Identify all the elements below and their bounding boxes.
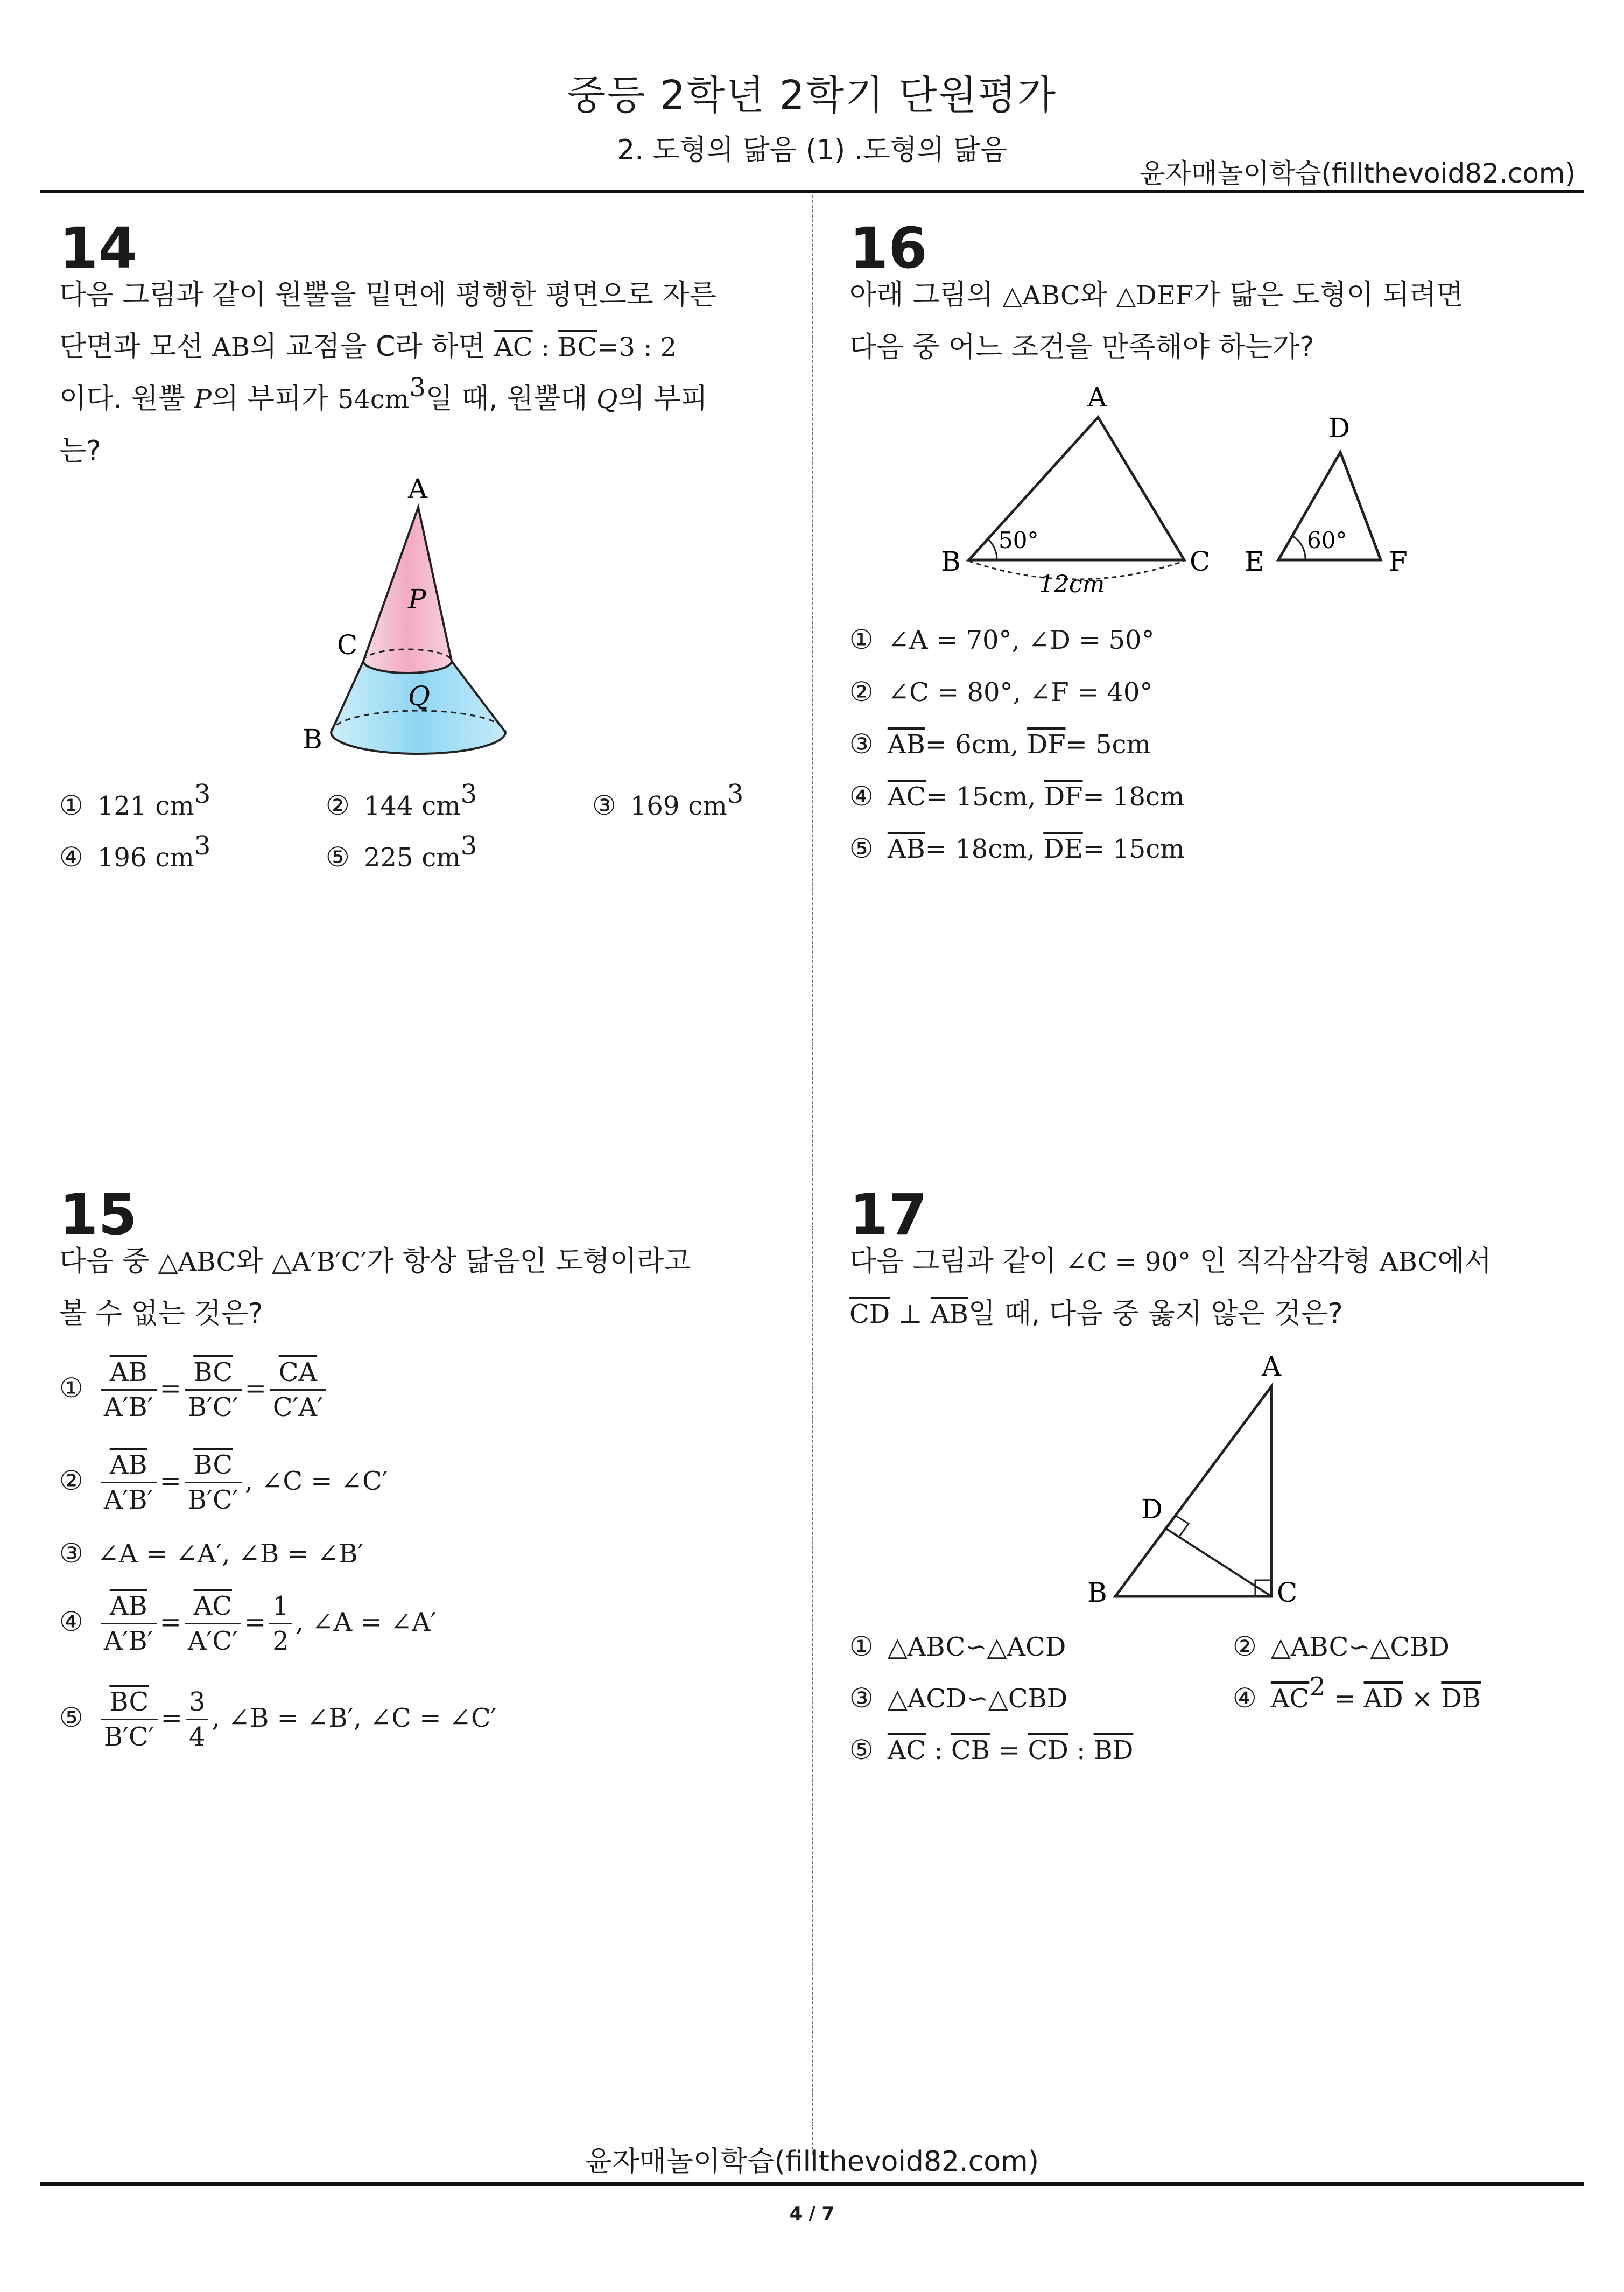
option-2[interactable] <box>59 1448 388 1517</box>
var-p: P <box>194 384 212 415</box>
option-4[interactable] <box>1233 1672 1481 1725</box>
unit-exponent: 3 <box>460 779 477 809</box>
question-line <box>849 1288 1549 1340</box>
question-number: 16 <box>849 215 927 281</box>
unit-exponent: 3 <box>409 373 426 403</box>
angle-e-value: 60° <box>1307 527 1347 553</box>
option-5[interactable] <box>849 1724 1133 1776</box>
option-5[interactable] <box>326 831 477 879</box>
triangles-figure <box>937 377 1432 608</box>
question-text <box>59 1236 754 1340</box>
option-1[interactable] <box>59 1356 329 1424</box>
question-line: 는? <box>59 435 101 467</box>
label-b: B <box>303 724 322 755</box>
question-number: 17 <box>849 1182 927 1247</box>
option-mark: ③ <box>59 1538 83 1569</box>
footer-rule <box>40 2182 1584 2186</box>
unit-exponent: 3 <box>194 831 211 861</box>
fraction-numerator: $\overline{AB}$ <box>101 1356 157 1391</box>
label-q: Q <box>408 681 430 712</box>
option-text: △ABC∽△CBD <box>1270 1632 1450 1662</box>
option-3[interactable] <box>849 1672 1067 1725</box>
fraction-denominator: A′C′ <box>187 1626 238 1656</box>
option-mark: ③ <box>592 790 616 821</box>
option-mark: ① <box>59 1372 83 1404</box>
option-mark: ⑤ <box>849 833 874 864</box>
text-fragment: 가 항상 닮음인 도형이라고 <box>367 1245 691 1278</box>
text-fragment: 이다. 원뿔 <box>59 383 194 415</box>
option-3[interactable] <box>59 1532 363 1575</box>
option-unit: cm <box>155 791 194 821</box>
option-1[interactable] <box>849 614 1185 666</box>
fraction-numerator: $\overline{BC}$ <box>185 1448 242 1483</box>
fraction-numerator: $\overline{AB}$ <box>101 1589 157 1624</box>
colon: : <box>1068 1735 1094 1765</box>
fraction-denominator: A′B′ <box>103 1485 153 1515</box>
option-text: = 15cm <box>1082 834 1185 864</box>
text-fragment: 다음 중 <box>59 1245 158 1278</box>
text-fragment: 일 때, 원뿔대 <box>425 383 597 415</box>
segment: $\overline{DE}$ <box>1043 834 1083 864</box>
question-text <box>849 269 1549 373</box>
label-a: A <box>1262 1351 1282 1382</box>
option-text: = 18cm <box>1082 782 1185 812</box>
equals-sign: = <box>159 1373 181 1404</box>
text-fragment: 와 <box>1080 279 1116 311</box>
triangle-abc-shape <box>1115 1386 1271 1596</box>
question-line <box>59 373 754 425</box>
ratio-value: =3 : 2 <box>597 332 677 362</box>
question-line <box>849 1236 1549 1288</box>
label-d: D <box>1328 412 1351 444</box>
equals-sign: = <box>989 1735 1028 1765</box>
text-fragment: 의 부피 <box>617 383 708 415</box>
text-fragment: : <box>532 332 558 362</box>
option-mark: ① <box>849 624 874 655</box>
segment-bc: $\overline{BC}$ <box>558 332 597 362</box>
text-fragment: 와 <box>236 1245 272 1278</box>
triangle-abc: △ABC <box>158 1247 236 1277</box>
right-angle-mark-d <box>1176 1516 1189 1537</box>
triangle-abc: ABC <box>1379 1247 1438 1277</box>
var-q: Q <box>596 384 618 415</box>
option-2[interactable] <box>1233 1621 1450 1673</box>
colon: : <box>926 1735 951 1765</box>
question-line: 다음 중 어느 조건을 만족해야 하는가? <box>849 331 1314 363</box>
side-bc-value: 12cm <box>1039 571 1105 598</box>
question-number: 15 <box>59 1182 137 1247</box>
equals-sign: = <box>159 1466 181 1496</box>
fraction-denominator: B′C′ <box>187 1392 238 1422</box>
option-unit: cm <box>421 843 461 873</box>
volume-unit: cm <box>370 384 410 415</box>
option-mark: ⑤ <box>59 1702 83 1733</box>
segment: $\overline{AC}$ <box>1270 1684 1310 1714</box>
fraction-denominator: B′C′ <box>103 1722 154 1752</box>
label-e: E <box>1245 546 1264 577</box>
angle-condition: , ∠B = ∠B′, ∠C = ∠C′ <box>212 1703 497 1733</box>
fraction-denominator: A′B′ <box>103 1392 153 1422</box>
option-text: = 5cm <box>1065 730 1151 760</box>
option-value: 121 <box>97 791 147 821</box>
option-1[interactable] <box>849 1621 1066 1673</box>
fraction <box>269 1589 292 1658</box>
angle-b-arc <box>988 539 997 560</box>
segment: $\overline{CD}$ <box>1028 1735 1068 1765</box>
segment-ab: AB <box>212 332 250 362</box>
times-sign: × <box>1403 1684 1442 1714</box>
volume-value: 54 <box>337 384 370 415</box>
header-rule <box>40 190 1584 193</box>
segment: $\overline{DB}$ <box>1441 1684 1481 1714</box>
option-2[interactable] <box>326 779 477 828</box>
question-15 <box>59 1182 754 1340</box>
text-fragment: 단면과 모선 <box>59 331 213 363</box>
option-text: △ABC∽△ACD <box>887 1632 1066 1662</box>
options-16 <box>849 614 1185 875</box>
text-fragment: 인 직각삼각형 <box>1190 1245 1380 1278</box>
text-fragment: 다음 그림과 같이 <box>849 1245 1066 1278</box>
perp-sign: ⊥ <box>890 1299 931 1329</box>
option-text: ∠C = 80°, ∠F = 40° <box>887 677 1153 707</box>
label-c: C <box>337 629 358 661</box>
option-unit: cm <box>421 791 461 821</box>
column-divider <box>812 195 813 2155</box>
question-text <box>59 269 754 477</box>
angle-condition: ∠A = ∠A′, ∠B = ∠B′ <box>97 1539 364 1569</box>
option-mark: ① <box>849 1631 874 1662</box>
option-mark: ① <box>59 790 83 821</box>
fraction-denominator: A′B′ <box>103 1626 153 1656</box>
cone-upper-part <box>363 507 452 673</box>
angle-b-value: 50° <box>999 527 1039 553</box>
option-mark: ③ <box>849 1683 874 1714</box>
question-line <box>59 1236 754 1288</box>
question-17 <box>849 1182 1549 1340</box>
option-value: 144 <box>363 791 413 821</box>
page-number: 4 / 7 <box>789 2203 835 2225</box>
option-mark: ③ <box>849 728 874 760</box>
option-mark: ⑤ <box>849 1734 874 1765</box>
option-4[interactable] <box>59 831 211 879</box>
unit-exponent: 3 <box>460 831 477 861</box>
fraction <box>185 1589 241 1658</box>
option-1[interactable] <box>59 779 211 828</box>
angle-c: ∠C = 90° <box>1065 1247 1191 1277</box>
option-unit: cm <box>155 843 194 873</box>
fraction-numerator: $\overline{BC}$ <box>185 1356 242 1391</box>
option-2[interactable] <box>849 666 1185 718</box>
question-14 <box>59 215 754 477</box>
fraction-numerator: 1 <box>269 1589 292 1624</box>
equals-sign: = <box>1325 1684 1364 1714</box>
angle-e-arc <box>1293 536 1305 560</box>
text-fragment: 의 교점을 C라 하면 <box>250 331 495 363</box>
option-4[interactable] <box>59 1589 437 1658</box>
fraction-numerator: 3 <box>186 1685 209 1720</box>
option-mark: ② <box>1233 1631 1257 1662</box>
option-4[interactable] <box>849 770 1185 823</box>
option-mark: ④ <box>1233 1683 1257 1714</box>
segment-ab: $\overline{AB}$ <box>930 1299 968 1329</box>
option-mark: ④ <box>849 781 874 812</box>
unit-exponent: 3 <box>727 779 744 809</box>
triangle-abc-prime: △A′B′C′ <box>272 1247 367 1277</box>
text-fragment: 가 닮은 도형이 되려면 <box>1193 279 1464 311</box>
option-unit: cm <box>688 791 727 821</box>
segment: $\overline{DF}$ <box>1044 782 1083 812</box>
option-mark: ⑤ <box>326 842 350 873</box>
page-subtitle: 2. 도형의 닮음 (1) .도형의 닮음 <box>617 134 1007 166</box>
label-d: D <box>1141 1494 1163 1525</box>
footer-brand: 윤자매놀이학습(fillthevoid82.com) <box>585 2146 1039 2178</box>
segment: $\overline{CB}$ <box>951 1735 990 1765</box>
equals-sign: = <box>159 1607 181 1637</box>
option-text: = 15cm, <box>926 782 1044 812</box>
segment: $\overline{AC}$ <box>887 782 926 812</box>
fraction <box>185 1356 242 1424</box>
option-text: △ACD∽△CBD <box>887 1684 1068 1714</box>
segment-ac: $\overline{AC}$ <box>494 332 533 362</box>
equals-sign: = <box>160 1703 182 1733</box>
angle-condition: , ∠A = ∠A′ <box>295 1607 437 1637</box>
segment: $\overline{AB}$ <box>887 834 925 864</box>
segment-cd: $\overline{CD}$ <box>849 1299 890 1329</box>
question-16 <box>849 215 1549 373</box>
right-triangle-figure <box>1077 1346 1324 1626</box>
label-a: A <box>408 474 428 504</box>
cone-figure <box>291 474 528 765</box>
fraction-numerator: $\overline{AB}$ <box>101 1448 157 1483</box>
fraction-denominator: C′A′ <box>272 1392 323 1422</box>
triangle-abc: △ABC <box>1002 281 1080 311</box>
option-value: 196 <box>97 843 147 873</box>
text-fragment: 아래 그림의 <box>849 279 1003 311</box>
option-text: ∠A = 70°, ∠D = 50° <box>887 625 1155 655</box>
page-title: 중등 2학년 2학기 단원평가 <box>567 72 1057 118</box>
label-b: B <box>1087 1577 1107 1608</box>
segment: $\overline{BD}$ <box>1093 1735 1134 1765</box>
fraction <box>101 1589 157 1658</box>
text-fragment: 의 부피가 <box>211 383 338 415</box>
fraction-denominator: 2 <box>272 1626 289 1656</box>
question-text <box>849 1236 1549 1340</box>
option-value: 169 <box>630 791 680 821</box>
text-fragment: 일 때, 다음 중 옳지 않은 것은? <box>968 1298 1343 1330</box>
angle-condition: , ∠C = ∠C′ <box>244 1466 388 1496</box>
segment: $\overline{AD}$ <box>1363 1684 1403 1714</box>
option-5[interactable] <box>849 823 1185 875</box>
exponent: 2 <box>1309 1672 1326 1702</box>
option-3[interactable] <box>849 718 1185 770</box>
text-fragment: 에서 <box>1437 1245 1492 1278</box>
option-mark: ④ <box>59 842 83 873</box>
fraction <box>101 1685 158 1754</box>
fraction-numerator: $\overline{CA}$ <box>270 1356 326 1391</box>
segment: $\overline{AC}$ <box>887 1735 926 1765</box>
label-p: P <box>408 584 426 615</box>
label-c: C <box>1190 546 1211 577</box>
option-text: = 18cm, <box>925 834 1044 864</box>
question-line <box>59 321 754 373</box>
question-line <box>849 269 1549 321</box>
label-f: F <box>1389 546 1408 577</box>
header-brand: 윤자매놀이학습(fillthevoid82.com) <box>1139 158 1576 189</box>
option-5[interactable] <box>59 1685 497 1754</box>
fraction <box>186 1685 209 1754</box>
fraction <box>185 1448 242 1517</box>
fraction-numerator: $\overline{AC}$ <box>185 1589 241 1624</box>
equals-sign: = <box>244 1607 266 1637</box>
triangle-def: △DEF <box>1116 281 1194 311</box>
option-mark: ② <box>59 1465 83 1496</box>
fraction-numerator: $\overline{BC}$ <box>101 1685 158 1720</box>
option-mark: ④ <box>59 1606 83 1637</box>
option-value: 225 <box>363 843 413 873</box>
label-c: C <box>1277 1577 1298 1608</box>
label-b: B <box>941 546 961 577</box>
option-mark: ② <box>326 790 350 821</box>
option-text: = 6cm, <box>925 730 1027 760</box>
option-3[interactable] <box>592 779 744 828</box>
fraction <box>270 1356 326 1424</box>
fraction-denominator: B′C′ <box>187 1485 238 1515</box>
fraction <box>101 1356 157 1424</box>
fraction <box>101 1448 157 1517</box>
unit-exponent: 3 <box>194 779 211 809</box>
fraction-denominator: 4 <box>188 1722 206 1752</box>
option-mark: ② <box>849 676 874 707</box>
question-line: 다음 그림과 같이 원뿔을 밑면에 평행한 평면으로 자른 <box>59 279 716 311</box>
question-number: 14 <box>59 215 137 281</box>
equals-sign: = <box>244 1373 266 1404</box>
segment: $\overline{DF}$ <box>1027 730 1066 760</box>
segment: $\overline{AB}$ <box>887 730 925 760</box>
question-line: 볼 수 없는 것은? <box>59 1298 263 1330</box>
label-a: A <box>1087 382 1107 413</box>
